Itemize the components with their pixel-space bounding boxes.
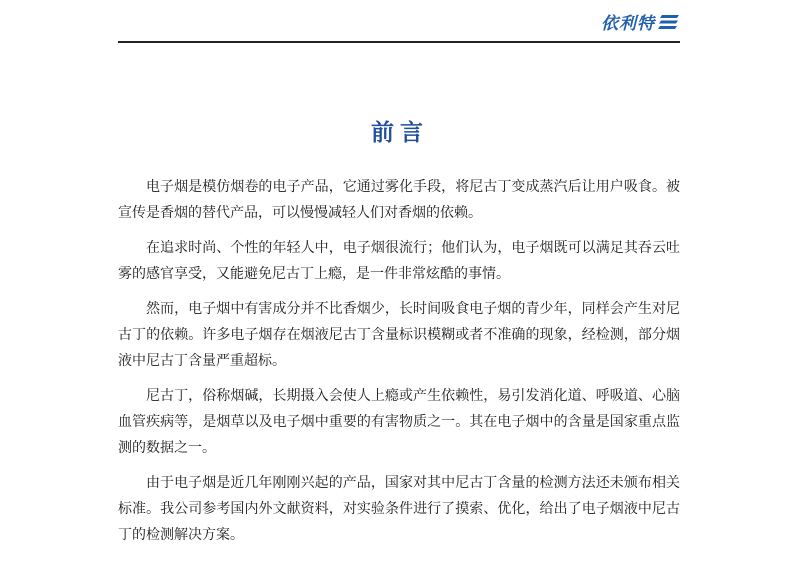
- header-divider: [118, 41, 680, 43]
- company-logo: [601, 9, 680, 34]
- preface-body: [118, 174, 680, 557]
- paragraph: 然而，电子烟中有害成分并不比香烟少，长时间吸食电子烟的青少年，同样会产生对尼古丁的依赖。许多电子烟存在烟液尼古丁含量标识模糊或者不准确的现象，经检测，部分烟液中尼古丁含量严重超标。: [118, 301, 680, 369]
- page-title: 前言: [371, 120, 429, 146]
- paragraph: 由于电子烟是近几年刚刚兴起的产品，国家对其中尼古丁含量的检测方法还未颁布相关标准。我公司参考国内外文献资料，对实验条件进行了摸索、优化，给出了电子烟液中尼古丁的检测解决方案。: [118, 475, 680, 543]
- paragraph: 电子烟是模仿烟卷的电子产品，它通过雾化手段，将尼古丁变成蒸汽后让用户吸食。被宣传是香烟的替代产品，可以慢慢减轻人们对香烟的依赖。: [118, 179, 680, 221]
- stripes-logo-icon: [658, 13, 680, 31]
- paragraph: 在追求时尚、个性的年轻人中，电子烟很流行；他们认为，电子烟既可以满足其吞云吐雾的感官享受，又能避免尼古丁上瘾，是一件非常炫酷的事情。: [118, 240, 680, 282]
- logo-text: 依利特: [601, 14, 655, 34]
- paragraph: 尼古丁，俗称烟碱，长期摄入会使人上瘾或产生依赖性，易引发消化道、呼吸道、心脑血管疾病等，是烟草以及电子烟中重要的有害物质之一。其在电子烟中的含量是国家重点监测的数据之一。: [118, 388, 680, 456]
- page-header: [118, 0, 680, 44]
